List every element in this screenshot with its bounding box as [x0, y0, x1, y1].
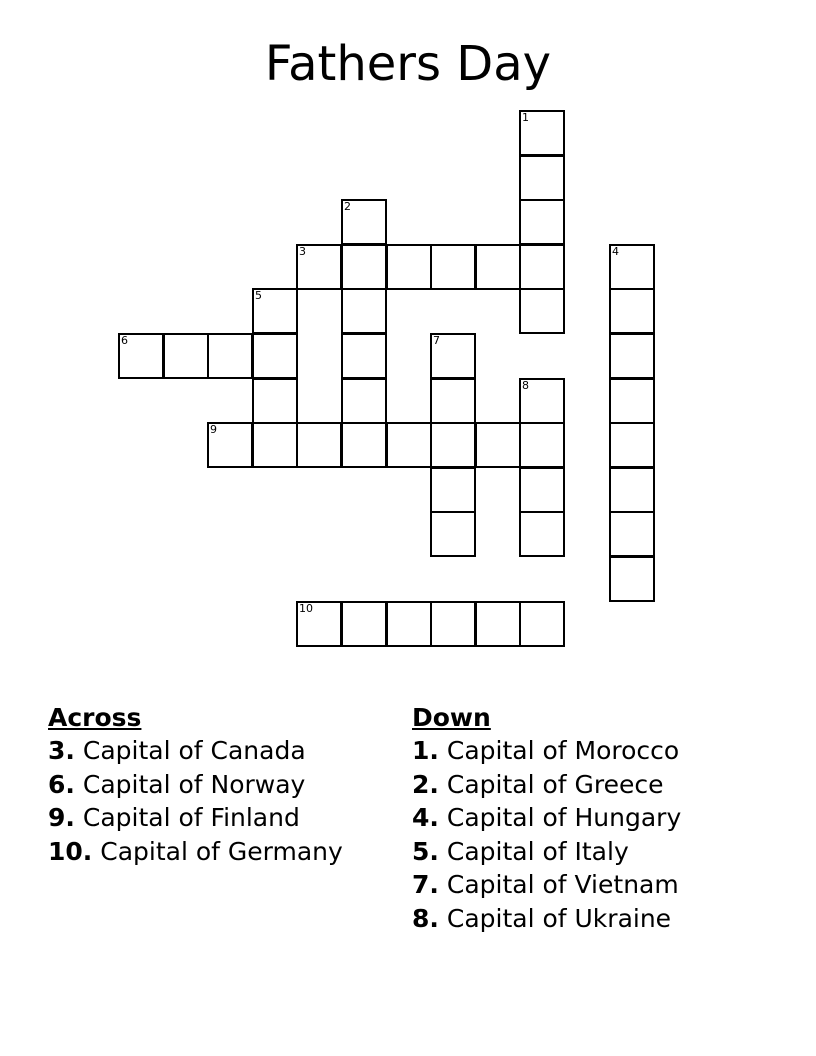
- grid-cell[interactable]: [609, 333, 655, 379]
- clue-number: 2.: [412, 769, 439, 799]
- down-clues: [412, 701, 681, 935]
- clue-number: 7.: [412, 870, 439, 899]
- grid-cell[interactable]: [475, 601, 521, 647]
- clue-number: 1.: [412, 736, 439, 765]
- cell-number: 8: [522, 379, 529, 392]
- grid-cell[interactable]: [609, 511, 655, 557]
- grid-cell[interactable]: [609, 422, 655, 468]
- clue-text: Capital of Canada: [82, 736, 306, 765]
- grid-cell[interactable]: [163, 333, 209, 379]
- clue-text: Capital of Hungary: [446, 803, 682, 832]
- cell-number: 10: [299, 602, 313, 615]
- across-clue: [48, 734, 343, 768]
- grid-cell[interactable]: [519, 244, 565, 290]
- grid-cell[interactable]: [296, 601, 342, 647]
- cell-number: 2: [344, 200, 351, 213]
- down-clue: [412, 734, 681, 768]
- clue-number: 3.: [48, 736, 75, 765]
- down-clue: [412, 801, 681, 835]
- grid-cell[interactable]: [430, 601, 476, 647]
- grid-cell[interactable]: [519, 288, 565, 334]
- across-clue: [48, 768, 343, 802]
- down-heading: Down: [412, 703, 491, 732]
- cell-number: 9: [210, 423, 217, 436]
- grid-cell[interactable]: [386, 244, 432, 290]
- grid-cell[interactable]: [296, 244, 342, 290]
- clue-text: Capital of Morocco: [446, 736, 680, 765]
- grid-cell[interactable]: [386, 601, 432, 647]
- across-clues: [48, 701, 343, 868]
- grid-cell[interactable]: [207, 333, 253, 379]
- grid-cell[interactable]: [519, 378, 565, 424]
- grid-cell[interactable]: [430, 511, 476, 557]
- grid-cell[interactable]: [341, 288, 387, 334]
- clue-text: Capital of Vietnam: [446, 870, 679, 899]
- clue-number: 5.: [412, 836, 439, 866]
- clue-number: 4.: [412, 803, 439, 832]
- across-clue: [48, 801, 343, 835]
- across-heading: Across: [48, 703, 142, 732]
- grid-cell[interactable]: [609, 378, 655, 424]
- grid-cell[interactable]: [341, 378, 387, 424]
- cell-number: 4: [612, 245, 619, 258]
- grid-cell[interactable]: [609, 288, 655, 334]
- grid-cell[interactable]: [519, 511, 565, 557]
- grid-cell[interactable]: [430, 378, 476, 424]
- clue-number: 10.: [48, 836, 93, 866]
- grid-cell[interactable]: [252, 333, 298, 379]
- grid-cell[interactable]: [519, 422, 565, 468]
- grid-cell[interactable]: [341, 333, 387, 379]
- cell-number: 7: [433, 334, 440, 347]
- grid-cell[interactable]: [386, 422, 432, 468]
- grid-cell[interactable]: [430, 422, 476, 468]
- grid-cell[interactable]: [519, 110, 565, 156]
- grid-cell[interactable]: [207, 422, 253, 468]
- puzzle-title: Fathers Day: [264, 36, 552, 92]
- grid-cell[interactable]: [118, 333, 164, 379]
- cell-number: 3: [299, 245, 306, 258]
- grid-cell[interactable]: [519, 601, 565, 647]
- grid-cell[interactable]: [430, 467, 476, 513]
- grid-cell[interactable]: [341, 601, 387, 647]
- down-clue: [412, 768, 681, 802]
- grid-cell[interactable]: [430, 244, 476, 290]
- clue-text: Capital of Ukraine: [446, 903, 672, 933]
- clue-text: Capital of Greece: [446, 769, 664, 799]
- clue-text: Capital of Italy: [446, 836, 629, 866]
- grid-cell[interactable]: [430, 333, 476, 379]
- grid-cell[interactable]: [341, 422, 387, 468]
- grid-cell[interactable]: [519, 467, 565, 513]
- cell-number: 1: [522, 111, 529, 124]
- clue-text: Capital of Germany: [100, 836, 343, 866]
- grid-cell[interactable]: [296, 422, 342, 468]
- down-clue: [412, 868, 681, 902]
- grid-cell[interactable]: [252, 288, 298, 334]
- across-clue: [48, 835, 343, 869]
- grid-cell[interactable]: [519, 199, 565, 245]
- clue-number: 9.: [48, 803, 75, 832]
- grid-cell[interactable]: [609, 556, 655, 602]
- grid-cell[interactable]: [341, 244, 387, 290]
- clue-text: Capital of Norway: [82, 769, 306, 799]
- clue-number: 8.: [412, 903, 439, 933]
- cell-number: 6: [121, 334, 128, 347]
- grid-cell[interactable]: [252, 422, 298, 468]
- grid-cell[interactable]: [609, 467, 655, 513]
- down-clue: [412, 902, 681, 936]
- cell-number: 5: [255, 289, 262, 302]
- grid-cell[interactable]: [609, 244, 655, 290]
- clue-text: Capital of Finland: [82, 803, 300, 832]
- grid-cell[interactable]: [252, 378, 298, 424]
- grid-cell[interactable]: [475, 422, 521, 468]
- grid-cell[interactable]: [341, 199, 387, 245]
- clue-number: 6.: [48, 769, 75, 799]
- grid-cell[interactable]: [519, 155, 565, 201]
- down-clue: [412, 835, 681, 869]
- grid-cell[interactable]: [475, 244, 521, 290]
